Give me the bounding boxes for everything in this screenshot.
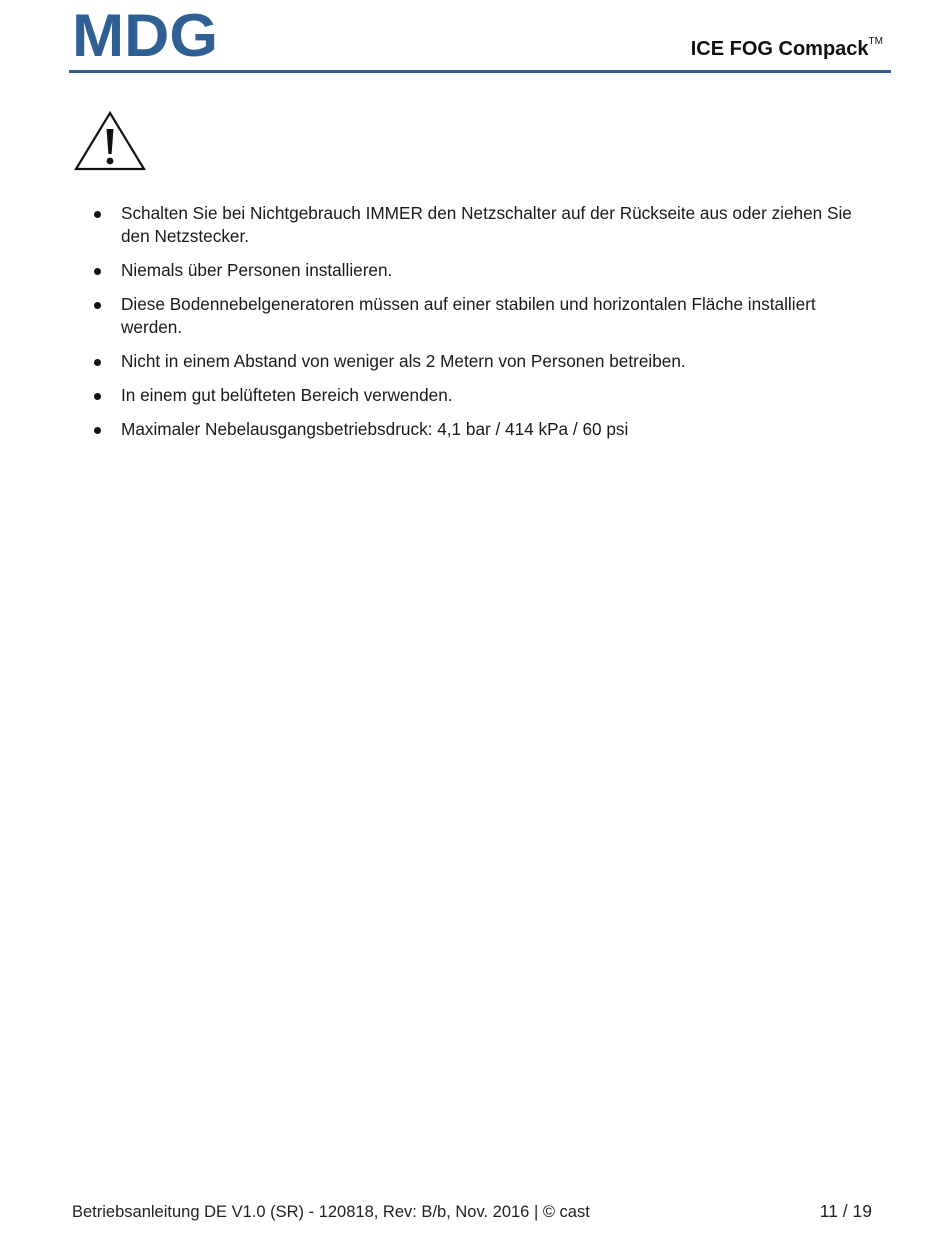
list-item: Niemals über Personen installieren. [94,259,879,282]
list-item: In einem gut belüfteten Bereich verwenden. [94,384,879,407]
header-divider [69,70,891,73]
list-item: Maximaler Nebelausgangsbetriebsdruck: 4,1 bar / 414 kPa / 60 psi [94,418,879,441]
list-item: Schalten Sie bei Nichtgebrauch IMMER den Netzschalter auf der Rückseite aus oder ziehen Sie den Netzstecker. [94,202,879,248]
bullet-icon [94,359,101,366]
trademark-symbol: TM [868,36,883,47]
page-header [69,0,891,75]
mdg-logo [72,10,218,58]
list-item: Diese Bodennebelgeneratoren müssen auf einer stabilen und horizontalen Fläche installiert werden. [94,293,879,339]
product-title: ICE FOG Compack™ [690,36,883,60]
bullet-icon [94,427,101,434]
list-item: Nicht in einem Abstand von weniger als 2 Metern von Personen betreiben. [94,350,879,373]
warning-triangle-icon [73,110,147,172]
page-number: 11 / 19 [819,1201,872,1221]
footer-document-info: Betriebsanleitung DE V1.0 (SR) - 120818, Rev: B/b, Nov. 2016 | © cast [72,1203,590,1221]
safety-instructions-list [94,202,879,452]
bullet-icon [94,302,101,309]
bullet-icon [94,211,101,218]
bullet-icon [94,393,101,400]
svg-text:MDG: MDG [72,10,218,58]
bullet-icon [94,268,101,275]
